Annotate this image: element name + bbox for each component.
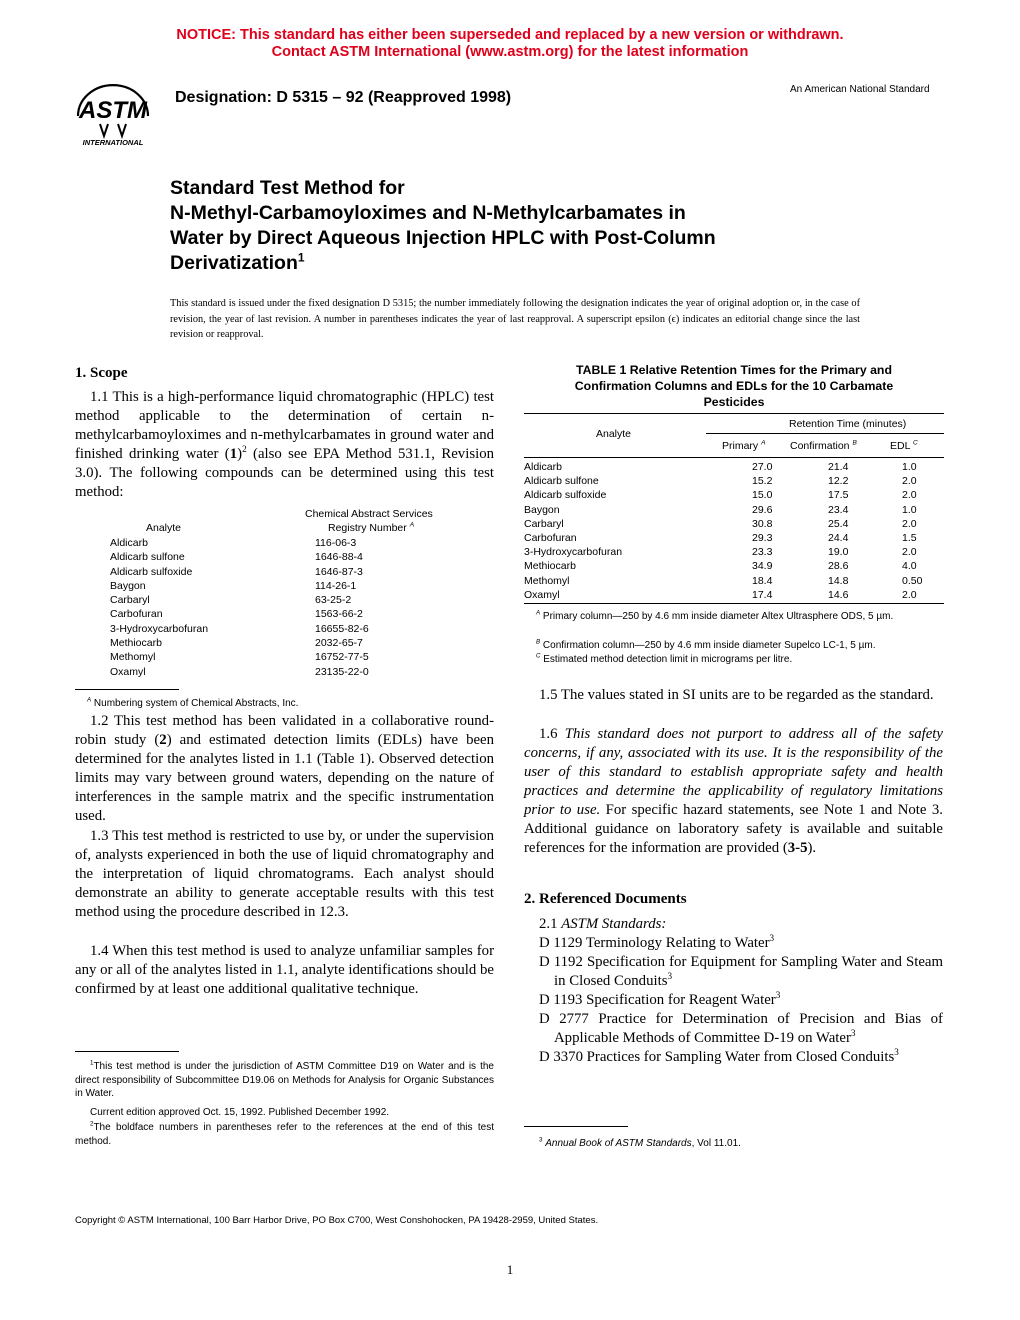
reference-text: D 3370 Practices for Sampling Water from Closed Conduits — [539, 1049, 895, 1065]
footnote-1-b: Current edition approved Oct. 15, 1992. Published December 1992. — [90, 1107, 390, 1118]
p1-6-caveat: This standard does not purport to address all of the safety concerns, if any, associated with its use. It is the responsibility of the user of this standard to establish appropriate safety and health practices and determine the applicability of regulatory limitations prior to use. — [524, 726, 943, 818]
cas-number: 23135-22-0 — [315, 665, 369, 678]
footnote-3-title: Annual Book of ASTM Standards — [545, 1138, 692, 1149]
title-footnote-mark: 1 — [297, 250, 305, 265]
cas-row — [110, 665, 369, 679]
paragraph-2-1 — [539, 915, 666, 934]
table-1-cell-edl: 2.0 — [902, 489, 917, 502]
cas-number: 1646-88-4 — [315, 551, 363, 564]
footnote-1 — [75, 1060, 494, 1101]
title-line-4: Derivatization — [170, 252, 298, 274]
logo-subtext: INTERNATIONAL — [82, 138, 144, 147]
reference-item — [524, 934, 943, 953]
table-1-cell-confirm: 28.6 — [828, 560, 849, 573]
note-b-text: Confirmation column—250 by 4.6 mm inside diameter Supelco LC-1, 5 µm. — [542, 640, 876, 651]
cas-row — [110, 550, 369, 564]
table-1-cell-primary: 23.3 — [752, 546, 773, 559]
cas-row — [110, 636, 369, 650]
p1-2-text-b: ) and estimated detection limits (EDLs) have been determined for the analytes listed in 1.1 (Table 1). Observed detection limits may vary between ground waters, depending on the nature of interferences in the sample matrix and the specific instrumentation used. — [75, 732, 495, 824]
table-1-note-a — [524, 610, 944, 623]
cas-table — [110, 508, 470, 679]
table-1-caption — [524, 362, 944, 410]
paragraph-1-5: 1.5 The values stated in SI units are to be regarded as the standard. — [539, 687, 934, 703]
cas-header-1: Chemical Abstract Services — [305, 508, 433, 520]
cas-number: 116-06-3 — [315, 537, 357, 549]
table-1-caption-1: TABLE 1 Relative Retention Times for the Primary and — [576, 363, 892, 377]
cas-header-analyte: Analyte — [146, 522, 182, 534]
table-1-note-c — [524, 653, 944, 666]
table-1-cell-edl: 1.0 — [902, 503, 917, 516]
section-2-heading: 2. Referenced Documents — [524, 891, 687, 907]
reference-item — [524, 1010, 943, 1048]
cas-row — [110, 607, 369, 621]
note-b-mark: B — [536, 638, 541, 646]
title-line-2: N-Methyl-Carbamoyloximes and N-Methylcarbamates in — [170, 202, 686, 224]
reference-item — [524, 991, 943, 1010]
p1-6-ref[interactable]: 3-5 — [787, 840, 808, 856]
paragraph-1-2 — [75, 712, 494, 826]
table-1-cell-confirm: 12.2 — [828, 475, 849, 488]
note-c-text: Estimated method detection limit in micrograms per litre. — [543, 654, 793, 665]
designation: Designation: D 5315 – 92 (Reapproved 1998) — [175, 89, 512, 106]
table-1-cell-edl: 1.5 — [902, 532, 917, 545]
footnote-3 — [524, 1137, 943, 1151]
table-1-row — [524, 545, 944, 559]
cas-row — [110, 579, 369, 593]
cas-analyte: Oxamyl — [110, 665, 146, 678]
table-1-cell-confirm: 19.0 — [828, 546, 849, 559]
cas-row — [110, 622, 369, 636]
table-1-cell-primary: 27.0 — [752, 461, 773, 473]
table-1-cell-confirm: 14.6 — [828, 588, 849, 601]
cas-analyte: Carbofuran — [110, 608, 163, 621]
logo-text: ASTM — [79, 97, 147, 124]
table-1-col-group: Retention Time (minutes) — [789, 418, 907, 430]
cas-analyte: Methiocarb — [110, 637, 162, 650]
table-1-cell-confirm: 17.5 — [828, 489, 849, 502]
table-1-row — [524, 503, 944, 517]
table-1-row — [524, 474, 944, 488]
table-1-cell-primary: 34.9 — [752, 560, 773, 573]
notice-line-2: Contact ASTM International (www.astm.org) for the latest information — [271, 44, 749, 60]
cas-rows — [110, 536, 369, 679]
table-1-cell-primary: 29.3 — [752, 532, 773, 545]
table-1-cell-edl: 2.0 — [902, 475, 917, 488]
document-title — [170, 176, 870, 276]
p1-6-text: For specific hazard statements, see Note 1 and Note 3. Additional guidance on laboratory safety is available and suitable references for the information are provided ( — [524, 802, 943, 856]
table-1-row — [524, 488, 944, 502]
reference-footnote-mark[interactable]: 3 — [775, 990, 781, 1001]
cas-analyte: Carbaryl — [110, 594, 150, 607]
footnote-3-end: , Vol 11.01. — [691, 1138, 741, 1149]
table-1-col-confirmation — [790, 440, 857, 452]
notice-line-1: NOTICE: This standard has either been superseded and replaced by a new version or withdrawn. — [176, 27, 844, 43]
table-1-cell-confirm: 21.4 — [828, 461, 849, 473]
footnote-2 — [75, 1121, 494, 1148]
note-a-text: Primary column—250 by 4.6 mm inside diameter Altex Ultrasphere ODS, 5 µm. — [542, 611, 894, 622]
cas-row — [110, 536, 369, 550]
table-1-row — [524, 574, 944, 588]
cas-number: 1646-87-3 — [315, 565, 363, 578]
table-1-caption-3: Pesticides — [703, 395, 765, 409]
table-1-cell-primary: 15.0 — [752, 489, 773, 502]
cas-number: 16752-77-5 — [315, 651, 369, 664]
col-primary-label: Primary — [722, 440, 759, 452]
reference-footnote-mark[interactable]: 3 — [894, 1047, 899, 1058]
table-1-row — [524, 588, 944, 602]
reference-text: D 1129 Terminology Relating to Water — [539, 935, 770, 951]
note-a-mark: A — [536, 609, 541, 617]
p2-1-num: 2.1 — [539, 916, 562, 932]
table-1-note-b — [524, 639, 944, 652]
p1-2-text-a: 1.2 This test method has been validated in a collaborative round-robin study ( — [75, 713, 494, 748]
reference-footnote-mark[interactable]: 3 — [667, 971, 673, 982]
table-1-caption-2: Confirmation Columns and EDLs for the 10 Carbamate — [574, 379, 894, 393]
note-c-mark: C — [536, 652, 541, 660]
title-line-3: Water by Direct Aqueous Injection HPLC with Post-Column — [170, 227, 716, 249]
table-1-cell-analyte: Aldicarb sulfoxide — [524, 489, 607, 502]
reference-text: D 1193 Specification for Reagent Water — [539, 992, 776, 1008]
page-number: 1 — [506, 1262, 514, 1277]
table-1-cell-analyte: Carbaryl — [524, 517, 564, 530]
table-1-cell-analyte: Aldicarb sulfone — [524, 475, 599, 488]
p1-2-ref[interactable]: 2 — [159, 732, 167, 748]
table-1-cell-primary: 18.4 — [752, 574, 773, 587]
table-1-row — [524, 531, 944, 545]
cas-header-sup: A — [409, 521, 415, 529]
cas-analyte: Aldicarb sulfoxide — [110, 565, 193, 578]
footnote-3-mark: 3 — [539, 1136, 543, 1144]
cas-header-2: Registry Number — [328, 522, 407, 534]
table-1-cell-analyte: 3-Hydroxycarbofuran — [524, 546, 623, 559]
cas-footnote-rule — [75, 689, 179, 690]
reference-footnote-mark[interactable]: 3 — [850, 1028, 856, 1039]
paragraph-1-1: 1.1 This is a high-performance liquid chromatographic (HPLC) test method applicable to the determination of certain n-methylcarbamoyloximes and n-methylcarbamates in ground water and finished drinking water $(1)^2$ (also see EPA Method 531.1, Revision 3.0). The following compounds can be determined using this test method: — [75, 389, 494, 500]
cas-number: 16655-82-6 — [315, 622, 369, 635]
american-national-standard: An American National Standard — [790, 84, 930, 95]
cas-footnote-mark: A — [87, 696, 92, 704]
paragraph-1-3: 1.3 This test method is restricted to use by, or under the supervision of, analysts experienced in both the use of liquid chromatography and the interpretation of liquid chromatograms. Each analyst should demonstrate an ability to generate acceptable results with this test method using the procedure described in 12.3. — [75, 828, 494, 920]
table-1-row — [524, 460, 944, 474]
table-1-row — [524, 559, 944, 573]
table-1-cell-confirm: 25.4 — [828, 517, 849, 530]
reference-text: D 2777 Practice for Determination of Precision and Bias of Applicable Methods of Committee D-19 on Water — [539, 1011, 943, 1046]
withdrawal-notice — [0, 27, 1020, 61]
table-1-cell-edl: 1.0 — [902, 461, 917, 473]
col-primary-sup: A — [761, 439, 766, 447]
footnote-2-mark: 2 — [90, 1120, 94, 1128]
table-1-cell-edl: 0.50 — [902, 574, 923, 587]
table-1-cell-confirm: 23.4 — [828, 503, 849, 516]
table-1-cell-primary: 17.4 — [752, 588, 773, 601]
footnote-1-mark: 1 — [90, 1059, 94, 1067]
table-1-cell-confirm: 24.4 — [828, 532, 849, 545]
cas-analyte: 3-Hydroxycarbofuran — [110, 622, 209, 635]
left-footnote-rule — [75, 1051, 179, 1052]
cas-analyte: Aldicarb — [110, 537, 148, 549]
cas-number: 63-25-2 — [315, 594, 352, 607]
table-1-cell-analyte: Aldicarb — [524, 461, 562, 473]
table-1-row — [524, 517, 944, 531]
cas-analyte: Methomyl — [110, 651, 156, 664]
copyright: Copyright © ASTM International, 100 Barr Harbor Drive, PO Box C700, West Conshohocken, PA 19428-2959, United States. — [75, 1215, 599, 1226]
cas-row — [110, 565, 369, 579]
right-footnote-rule — [524, 1126, 628, 1127]
cas-number: 1563-66-2 — [315, 608, 363, 621]
table-1-group-rule — [706, 433, 944, 434]
referenced-documents-list — [524, 934, 943, 1067]
table-1-cell-analyte: Methiocarb — [524, 560, 576, 573]
table-1 — [524, 460, 944, 602]
footnote-2-text: The boldface numbers in parentheses refer to the references at the end of this test method. — [75, 1122, 494, 1147]
cas-number: 114-26-1 — [315, 579, 357, 592]
table-1-col-edl — [890, 440, 918, 452]
table-1-cell-primary: 30.8 — [752, 517, 773, 530]
table-1-cell-analyte: Methomyl — [524, 574, 570, 587]
table-1-col-primary — [722, 440, 765, 452]
table-1-cell-analyte: Carbofuran — [524, 532, 577, 545]
cas-number: 2032-65-7 — [315, 637, 363, 650]
col-edl-label: EDL — [890, 440, 911, 452]
cas-analyte: Aldicarb sulfone — [110, 551, 185, 564]
p1-6-num: 1.6 — [539, 726, 565, 742]
reference-item — [524, 1048, 943, 1067]
table-1-cell-confirm: 14.8 — [828, 574, 849, 587]
cas-footnote-text: Numbering system of Chemical Abstracts, Inc. — [93, 698, 299, 709]
p1-1-text: 1.1 This is a high-performance liquid chromatographic (HPLC) test method applicable to the determination of certain n-methylcarbamoyloximes and n-methylcarbamates in ground water and finished drinking water ( — [75, 389, 494, 462]
issuance-note: This standard is issued under the fixed designation D 5315; the number immediately following the designation indicates the year of original adoption or, in the case of revision, the year of last revision. A number in parentheses indicates the year of last reapproval. A superscript epsilon (ϵ) indicates an editorial change since the last revision or reapproval. — [170, 298, 860, 340]
table-1-cell-edl: 4.0 — [902, 560, 917, 573]
table-1-cell-edl: 2.0 — [902, 546, 917, 559]
p1-6-end: ). — [807, 840, 817, 856]
col-edl-sup: C — [912, 439, 918, 447]
paragraph-1-6 — [524, 725, 943, 858]
table-1-header-rule — [524, 457, 944, 458]
cas-footnote — [75, 697, 298, 710]
table-1-top-rule — [524, 413, 944, 414]
section-1-heading: 1. Scope — [75, 365, 128, 381]
cas-row — [110, 650, 369, 664]
col-confirm-sup: B — [852, 439, 857, 447]
paragraph-1-4: 1.4 When this test method is used to analyze unfamiliar samples for any or all of the analytes listed in 1.1, analyte identifications should be confirmed by at least one additional qualitative technique. — [75, 943, 494, 997]
footnote-1-text: This test method is under the jurisdiction of ASTM Committee D19 on Water and is the direct responsibility of Subcommittee D19.06 on Methods for Analysis for Organic Substances in Water. — [75, 1061, 494, 1099]
table-1-cell-analyte: Oxamyl — [524, 588, 560, 601]
table-1-cell-analyte: Baygon — [524, 503, 560, 516]
table-1-cell-edl: 2.0 — [902, 517, 917, 530]
table-1-bottom-rule — [524, 603, 944, 604]
cas-row — [110, 593, 369, 607]
p2-1-label: ASTM Standards: — [561, 916, 667, 932]
p1-1-end: (also see EPA Method 531.1, Revision 3.0). The following compounds can be determined using this test method: — [75, 446, 494, 500]
cas-analyte: Baygon — [110, 579, 146, 592]
p1-1-footnote-mark[interactable]: 2 — [242, 444, 247, 455]
title-line-1: Standard Test Method for — [170, 177, 405, 199]
table-1-cell-primary: 15.2 — [752, 475, 773, 488]
reference-footnote-mark[interactable]: 3 — [769, 933, 775, 944]
table-1-cell-primary: 29.6 — [752, 503, 773, 516]
table-1-col-analyte: Analyte — [596, 428, 632, 440]
p1-1-ref[interactable]: 1 — [229, 446, 238, 462]
astm-logo — [64, 76, 162, 148]
reference-item — [524, 953, 943, 991]
table-1-cell-edl: 2.0 — [902, 588, 917, 601]
col-confirm-label: Confirmation — [790, 440, 850, 452]
reference-text: D 1192 Specification for Equipment for Sampling Water and Steam in Closed Conduits — [539, 954, 943, 989]
astm-logo-icon — [64, 76, 162, 148]
